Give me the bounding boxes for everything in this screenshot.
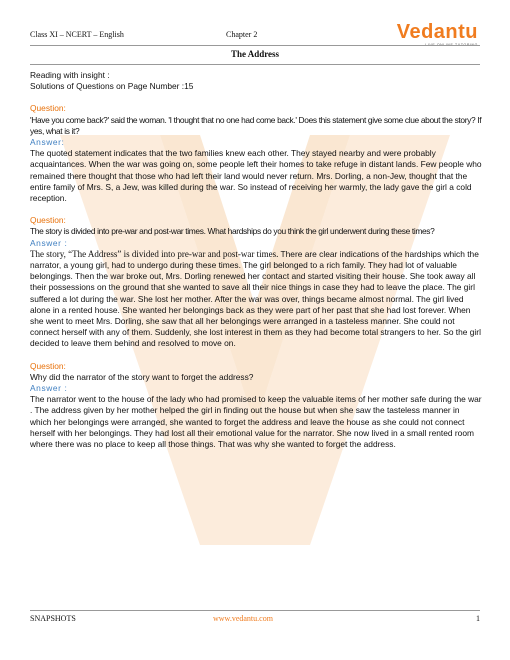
answer-text: The quoted statement indicates that the two families knew each other. They stayed nearby and were probably acquaintances. When the war was going on, some people left their homes to take refuge in distant lands. Few people who remained there thought that those who had left their land would never return. Mrs. Dorling, a non-Jew, thought that the entire family of Mrs. S, a Jew, was killed during the war. So instead of receiving her warmly, the lady gave the girl a cold reception. [30, 148, 482, 204]
header-divider [30, 45, 480, 46]
answer-lead: The story, “The Address” is divided into pre-war and post-war times. [30, 248, 279, 259]
content-body [30, 70, 482, 450]
question-label: Question: [30, 103, 66, 114]
answer-text: The narrator went to the house of the lady who had promised to keep the valuable items of her mother safe during the war . The address given by her mother helped the girl in finding out the house but when she saw the tasteless manner in which her belongings were arranged, she wanted to forget the address and leave the house as she could not connect herself with her belongings. They had lost all their emotional value for the narrator. She now lived in a small rented room where there was no place to keep all those things. That was why she wanted to forget the address. [30, 394, 482, 450]
header-chapter-label: Chapter 2 [226, 30, 258, 39]
question-text: The story is divided into pre-war and post-war times. What hardships do you think the girl underwent during these times? [30, 226, 435, 237]
question-label: Question: [30, 215, 66, 226]
footer-divider [30, 610, 480, 611]
question-text: 'Have you come back?' said the woman. 'I thought that no one had come back.' Does this statement give some clue about the story? If yes, what is it? [30, 114, 482, 136]
intro-line: Solutions of Questions on Page Number :15 [30, 81, 194, 92]
answer-label: Answer : [30, 237, 68, 248]
page-number: 1 [476, 614, 480, 623]
answer-text [30, 249, 482, 350]
answer-body: There are clear indications of the hardships which the narrator, a young girl, had to undergo during these times. The girl belonged to a rich family. They had lot of valuable belongings. Then the war broke out, Mrs. Dorling renewed her contact and started visiting their house. She took away all their possessions on the ground that she wanted to save all their nice things in case they had to leave the place. The girl suffered a lot during the war. She lost her mother. After the war was over, things became almost normal. The girl lived alone in a rented house. She wanted her belongings back as they were part of her past that she had lost forever. When she went to meet Mrs. Dorling, she saw that all her belongings were arranged in a tasteless manner. She could not connect herself with any of them. Suddenly, she lost interest in them as they had become total strangers to her. So the girl decided to leave them behind and resolved to move on. [30, 248, 481, 349]
question-label: Question: [30, 360, 66, 371]
question-text: Why did the narrator of the story want to forget the address? [30, 371, 254, 382]
header-class-label: Class XI – NCERT – English [30, 30, 124, 39]
answer-label: Answer : [30, 383, 68, 394]
title-divider [30, 64, 480, 65]
vedantu-logo: Vedantu [396, 21, 478, 43]
page-title: The Address [230, 49, 280, 59]
footer-website-link[interactable]: www.vedantu.com [213, 614, 273, 623]
intro-line: Reading with insight : [30, 70, 110, 80]
footer-book-label: SNAPSHOTS [30, 614, 76, 623]
answer-label: Answer: [30, 137, 65, 148]
page-footer [30, 614, 480, 628]
